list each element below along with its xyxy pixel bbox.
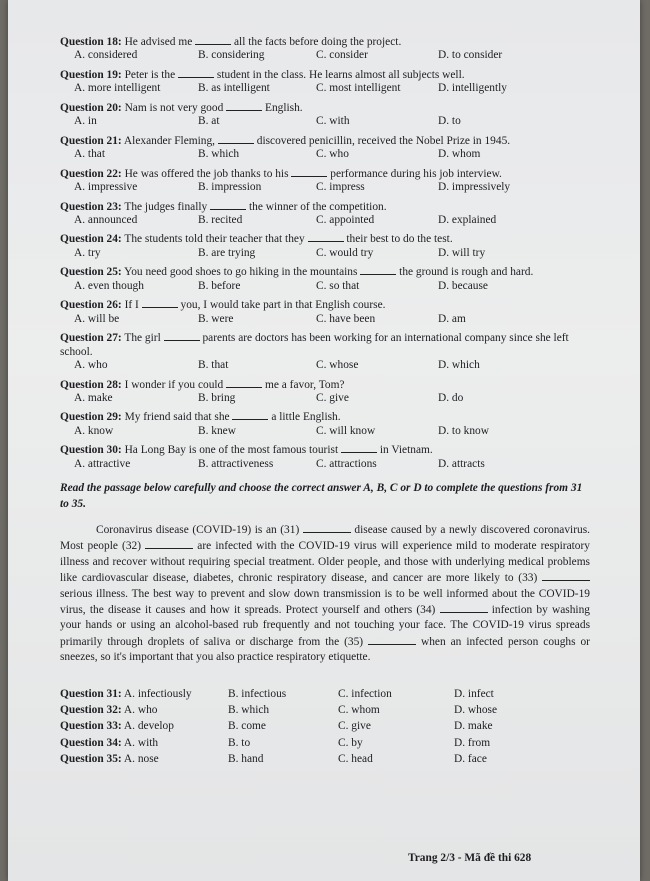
answer-row	[60, 737, 590, 750]
blank-31	[303, 522, 351, 533]
answer-option: B. impression	[198, 181, 262, 194]
answer-option: C. who	[316, 148, 349, 161]
answer-option: A. that	[74, 148, 106, 161]
question-stem	[60, 264, 590, 279]
question-item	[60, 442, 590, 471]
answer-option: B. which	[198, 148, 240, 161]
question-label: Question 32:	[60, 703, 122, 716]
question-label: Question 22:	[60, 167, 122, 180]
option-row	[60, 425, 590, 438]
question-item	[60, 199, 590, 228]
question-stem	[60, 377, 590, 392]
answer-blank	[142, 297, 178, 308]
option-row	[60, 247, 590, 260]
answer-option: B. as intelligent	[198, 82, 270, 95]
answer-option: B. are trying	[198, 246, 256, 259]
answer-row	[60, 704, 590, 717]
question-item	[60, 264, 590, 293]
stem-before: The judges finally	[124, 200, 208, 213]
question-item	[60, 67, 590, 96]
question-stem	[60, 100, 590, 115]
answer-option: D. to	[438, 115, 461, 128]
answer-option: C. whom	[338, 703, 380, 716]
answer-option: A. make	[74, 391, 113, 404]
answer-option: B. knew	[198, 424, 236, 437]
answer-blank	[291, 166, 327, 177]
answer-option: B. considering	[198, 49, 265, 62]
question-label: Question 35:	[60, 753, 122, 766]
answer-option: B. which	[228, 703, 270, 716]
stem-before: Ha Long Bay is one of the most famous tourist	[124, 444, 339, 457]
question-stem	[60, 231, 590, 246]
answer-row	[60, 753, 590, 766]
stem-after: their best to do the test.	[346, 233, 453, 246]
answer-option: D. because	[438, 279, 488, 292]
answer-option: B. recited	[198, 213, 243, 226]
stem-after: student in the class. He learns almost all subjects well.	[216, 68, 465, 81]
question-label: Question 18:	[60, 36, 122, 48]
stem-after: English.	[265, 101, 303, 114]
answer-option: D. attracts	[438, 457, 485, 470]
stem-before: My friend said that she	[124, 411, 230, 424]
option-row	[60, 392, 590, 405]
blank-35	[368, 634, 416, 645]
answer-option: C. so that	[316, 279, 360, 292]
stem-before: If I	[124, 299, 139, 312]
answer-blank	[210, 199, 246, 210]
question-item	[60, 231, 590, 260]
stem-before: Nam is not very good	[124, 101, 224, 114]
stem-after: parents are doctors has been working for an international company since she left school.	[60, 332, 569, 358]
answer-option: C. give	[316, 391, 349, 404]
stem-before: He advised me	[124, 36, 193, 48]
stem-after: the ground is rough and hard.	[399, 266, 534, 279]
stem-after: the winner of the competition.	[248, 200, 387, 213]
page-footer: Trang 2/3 - Mã đề thi 628	[408, 852, 532, 864]
option-row	[60, 181, 590, 194]
answer-option: B. hand	[228, 753, 264, 766]
answer-blank	[360, 264, 396, 275]
answer-option	[60, 737, 228, 750]
answer-blank	[308, 231, 344, 242]
answer-blank	[164, 330, 200, 341]
question-item	[60, 133, 590, 162]
answer-option: C. most intelligent	[316, 82, 401, 95]
answer-option: D. make	[454, 720, 493, 733]
answer-option: A. announced	[74, 213, 138, 226]
option-text: A. nose	[123, 753, 159, 766]
question-label: Question 25:	[60, 266, 122, 279]
question-label: Question 20:	[60, 101, 122, 114]
answer-blank	[341, 442, 377, 453]
option-row	[60, 359, 590, 372]
question-label: Question 26:	[60, 299, 122, 312]
question-stem	[60, 199, 590, 214]
stem-before: I wonder if you could	[124, 378, 224, 391]
answer-option: D. to consider	[438, 49, 503, 62]
answer-option: C. impress	[316, 181, 365, 194]
answer-option: D. whose	[454, 703, 498, 716]
stem-after: a little English.	[271, 411, 341, 424]
answer-option: A. attractive	[74, 457, 131, 470]
answer-blank	[195, 34, 231, 45]
stem-before: The girl	[124, 332, 161, 345]
answer-option: C. consider	[316, 49, 368, 62]
stem-after: discovered penicillin, received the Nobel Prize in 1945.	[256, 134, 511, 147]
option-text: A. with	[123, 736, 159, 749]
question-stem	[60, 330, 590, 359]
stem-before: You need good shoes to go hiking in the mountains	[124, 266, 358, 279]
stem-after: all the facts before doing the project.	[233, 36, 402, 48]
answer-option: C. have been	[316, 312, 376, 325]
answer-option	[60, 720, 228, 733]
question-label: Question 34:	[60, 736, 122, 749]
question-stem	[60, 442, 590, 457]
answer-option: B. that	[198, 359, 229, 372]
answer-blank	[232, 409, 268, 420]
exam-content	[60, 34, 590, 770]
blank-34	[440, 602, 488, 613]
question-stem	[60, 67, 590, 82]
question-label: Question 33:	[60, 720, 122, 733]
question-stem	[60, 409, 590, 424]
stem-after: me a favor, Tom?	[264, 378, 345, 391]
answer-option	[60, 688, 228, 701]
answer-option: D. to know	[438, 424, 489, 437]
answer-option: B. before	[198, 279, 241, 292]
question-stem	[60, 34, 590, 49]
question-stem	[60, 297, 590, 312]
option-row	[60, 49, 590, 62]
answer-option: C. would try	[316, 246, 374, 259]
answer-option: B. come	[228, 720, 266, 733]
answer-option: D. will try	[438, 246, 486, 259]
answer-option: A. more intelligent	[74, 82, 161, 95]
option-row	[60, 458, 590, 471]
question-item	[60, 166, 590, 195]
answer-option: A. in	[74, 115, 97, 128]
answer-option: B. infectious	[228, 687, 287, 700]
question-stem	[60, 133, 590, 148]
answer-option: C. by	[338, 736, 363, 749]
option-row	[60, 280, 590, 293]
answer-option: D. impressively	[438, 181, 511, 194]
stem-before: The students told their teacher that they	[124, 233, 305, 246]
answer-option: C. will know	[316, 424, 376, 437]
passage-part: are infected with the COVID-19 virus will experience mild to moderate respiratory illness and recover without requiring special treatment. Older people, and those with underlying medical problems like cardiovascular disease, diabetes, chronic respiratory disease, and cancer are more likely to (33)	[60, 540, 590, 585]
answer-option: A. try	[74, 246, 101, 259]
question-label: Question 24:	[60, 233, 122, 246]
question-item	[60, 330, 590, 372]
question-label: Question 27:	[60, 332, 122, 345]
answer-option: C. infection	[338, 687, 392, 700]
question-item	[60, 100, 590, 129]
passage-part: serious illness. The best way to prevent and slow down transmission is to be well informed about the COVID-19 virus, the disease it causes and how it spreads. Protect yourself and others (34)	[60, 587, 590, 616]
question-item	[60, 377, 590, 406]
answer-option: C. appointed	[316, 213, 375, 226]
answer-row	[60, 720, 590, 733]
question-label: Question 31:	[60, 687, 122, 700]
stem-before: Peter is the	[124, 68, 176, 81]
answer-option: C. whose	[316, 359, 359, 372]
answer-list	[60, 688, 590, 767]
answer-option: D. which	[438, 359, 480, 372]
passage-part: when an infected person coughs or sneezes, so it's important that you also practice respiratory etiquette.	[60, 635, 590, 664]
answer-option: D. infect	[454, 687, 494, 700]
exam-page	[8, 0, 640, 881]
option-row	[60, 115, 590, 128]
answer-option: D. whom	[438, 148, 481, 161]
option-text: A. develop	[123, 720, 174, 733]
answer-blank	[226, 377, 262, 388]
answer-option: C. head	[338, 753, 373, 766]
answer-option	[60, 753, 228, 766]
question-label: Question 21:	[60, 134, 122, 147]
question-stem	[60, 166, 590, 181]
answer-option: B. at	[198, 115, 220, 128]
answer-option: D. am	[438, 312, 466, 325]
question-label: Question 29:	[60, 411, 122, 424]
option-row	[60, 82, 590, 95]
question-item	[60, 409, 590, 438]
answer-option: A. will be	[74, 312, 120, 325]
answer-option: D. intelligently	[438, 82, 507, 95]
question-label: Question 28:	[60, 378, 122, 391]
question-label: Question 30:	[60, 444, 122, 457]
answer-option: C. attractions	[316, 457, 377, 470]
reading-passage	[60, 522, 590, 666]
question-label: Question 19:	[60, 68, 122, 81]
answer-blank	[226, 100, 262, 111]
answer-option: D. face	[454, 753, 487, 766]
passage-part: disease caused by a newly discovered coronavirus. Most people (32)	[60, 524, 590, 553]
answer-option: C. give	[338, 720, 371, 733]
answer-option: D. explained	[438, 213, 497, 226]
answer-option: B. to	[228, 736, 251, 749]
answer-option: A. even though	[74, 279, 144, 292]
answer-option: A. know	[74, 424, 114, 437]
question-item	[60, 297, 590, 326]
stem-before: He was offered the job thanks to his	[124, 167, 289, 180]
answer-blank	[218, 133, 254, 144]
stem-before: Alexander Fleming,	[123, 134, 216, 147]
option-text: A. who	[123, 703, 158, 716]
blank-33	[542, 570, 590, 581]
stem-after: you, I would take part in that English course.	[180, 299, 386, 312]
question-list	[60, 34, 590, 471]
answer-option: C. with	[316, 115, 350, 128]
answer-option: B. bring	[198, 391, 236, 404]
stem-after: performance during his job interview.	[330, 167, 502, 180]
answer-option: D. do	[438, 391, 464, 404]
passage-part: Coronavirus disease (COVID-19) is an (31)	[96, 524, 300, 537]
answer-option: A. who	[74, 359, 108, 372]
stem-after: in Vietnam.	[379, 444, 433, 457]
question-item	[60, 34, 590, 63]
answer-option: B. attractiveness	[198, 457, 274, 470]
answer-option: A. impressive	[74, 181, 138, 194]
blank-32	[145, 538, 193, 549]
option-text: A. infectiously	[123, 687, 192, 700]
answer-option	[60, 704, 228, 717]
answer-row	[60, 688, 590, 701]
answer-option: B. were	[198, 312, 234, 325]
passage-part: infection by washing your hands or using an alcohol-based rub frequently and not touching your face. The COVID-19 virus spreads primarily through droplets of saliva or discharge from the (35)	[60, 603, 590, 648]
answer-blank	[178, 67, 214, 78]
option-row	[60, 148, 590, 161]
option-row	[60, 214, 590, 227]
answer-option: A. considered	[74, 49, 138, 62]
answer-option: D. from	[454, 736, 491, 749]
question-label: Question 23:	[60, 200, 122, 213]
option-row	[60, 313, 590, 326]
reading-instruction: Read the passage below carefully and choose the correct answer A, B, C or D to complete the questions from 31 to 35.	[60, 482, 583, 510]
